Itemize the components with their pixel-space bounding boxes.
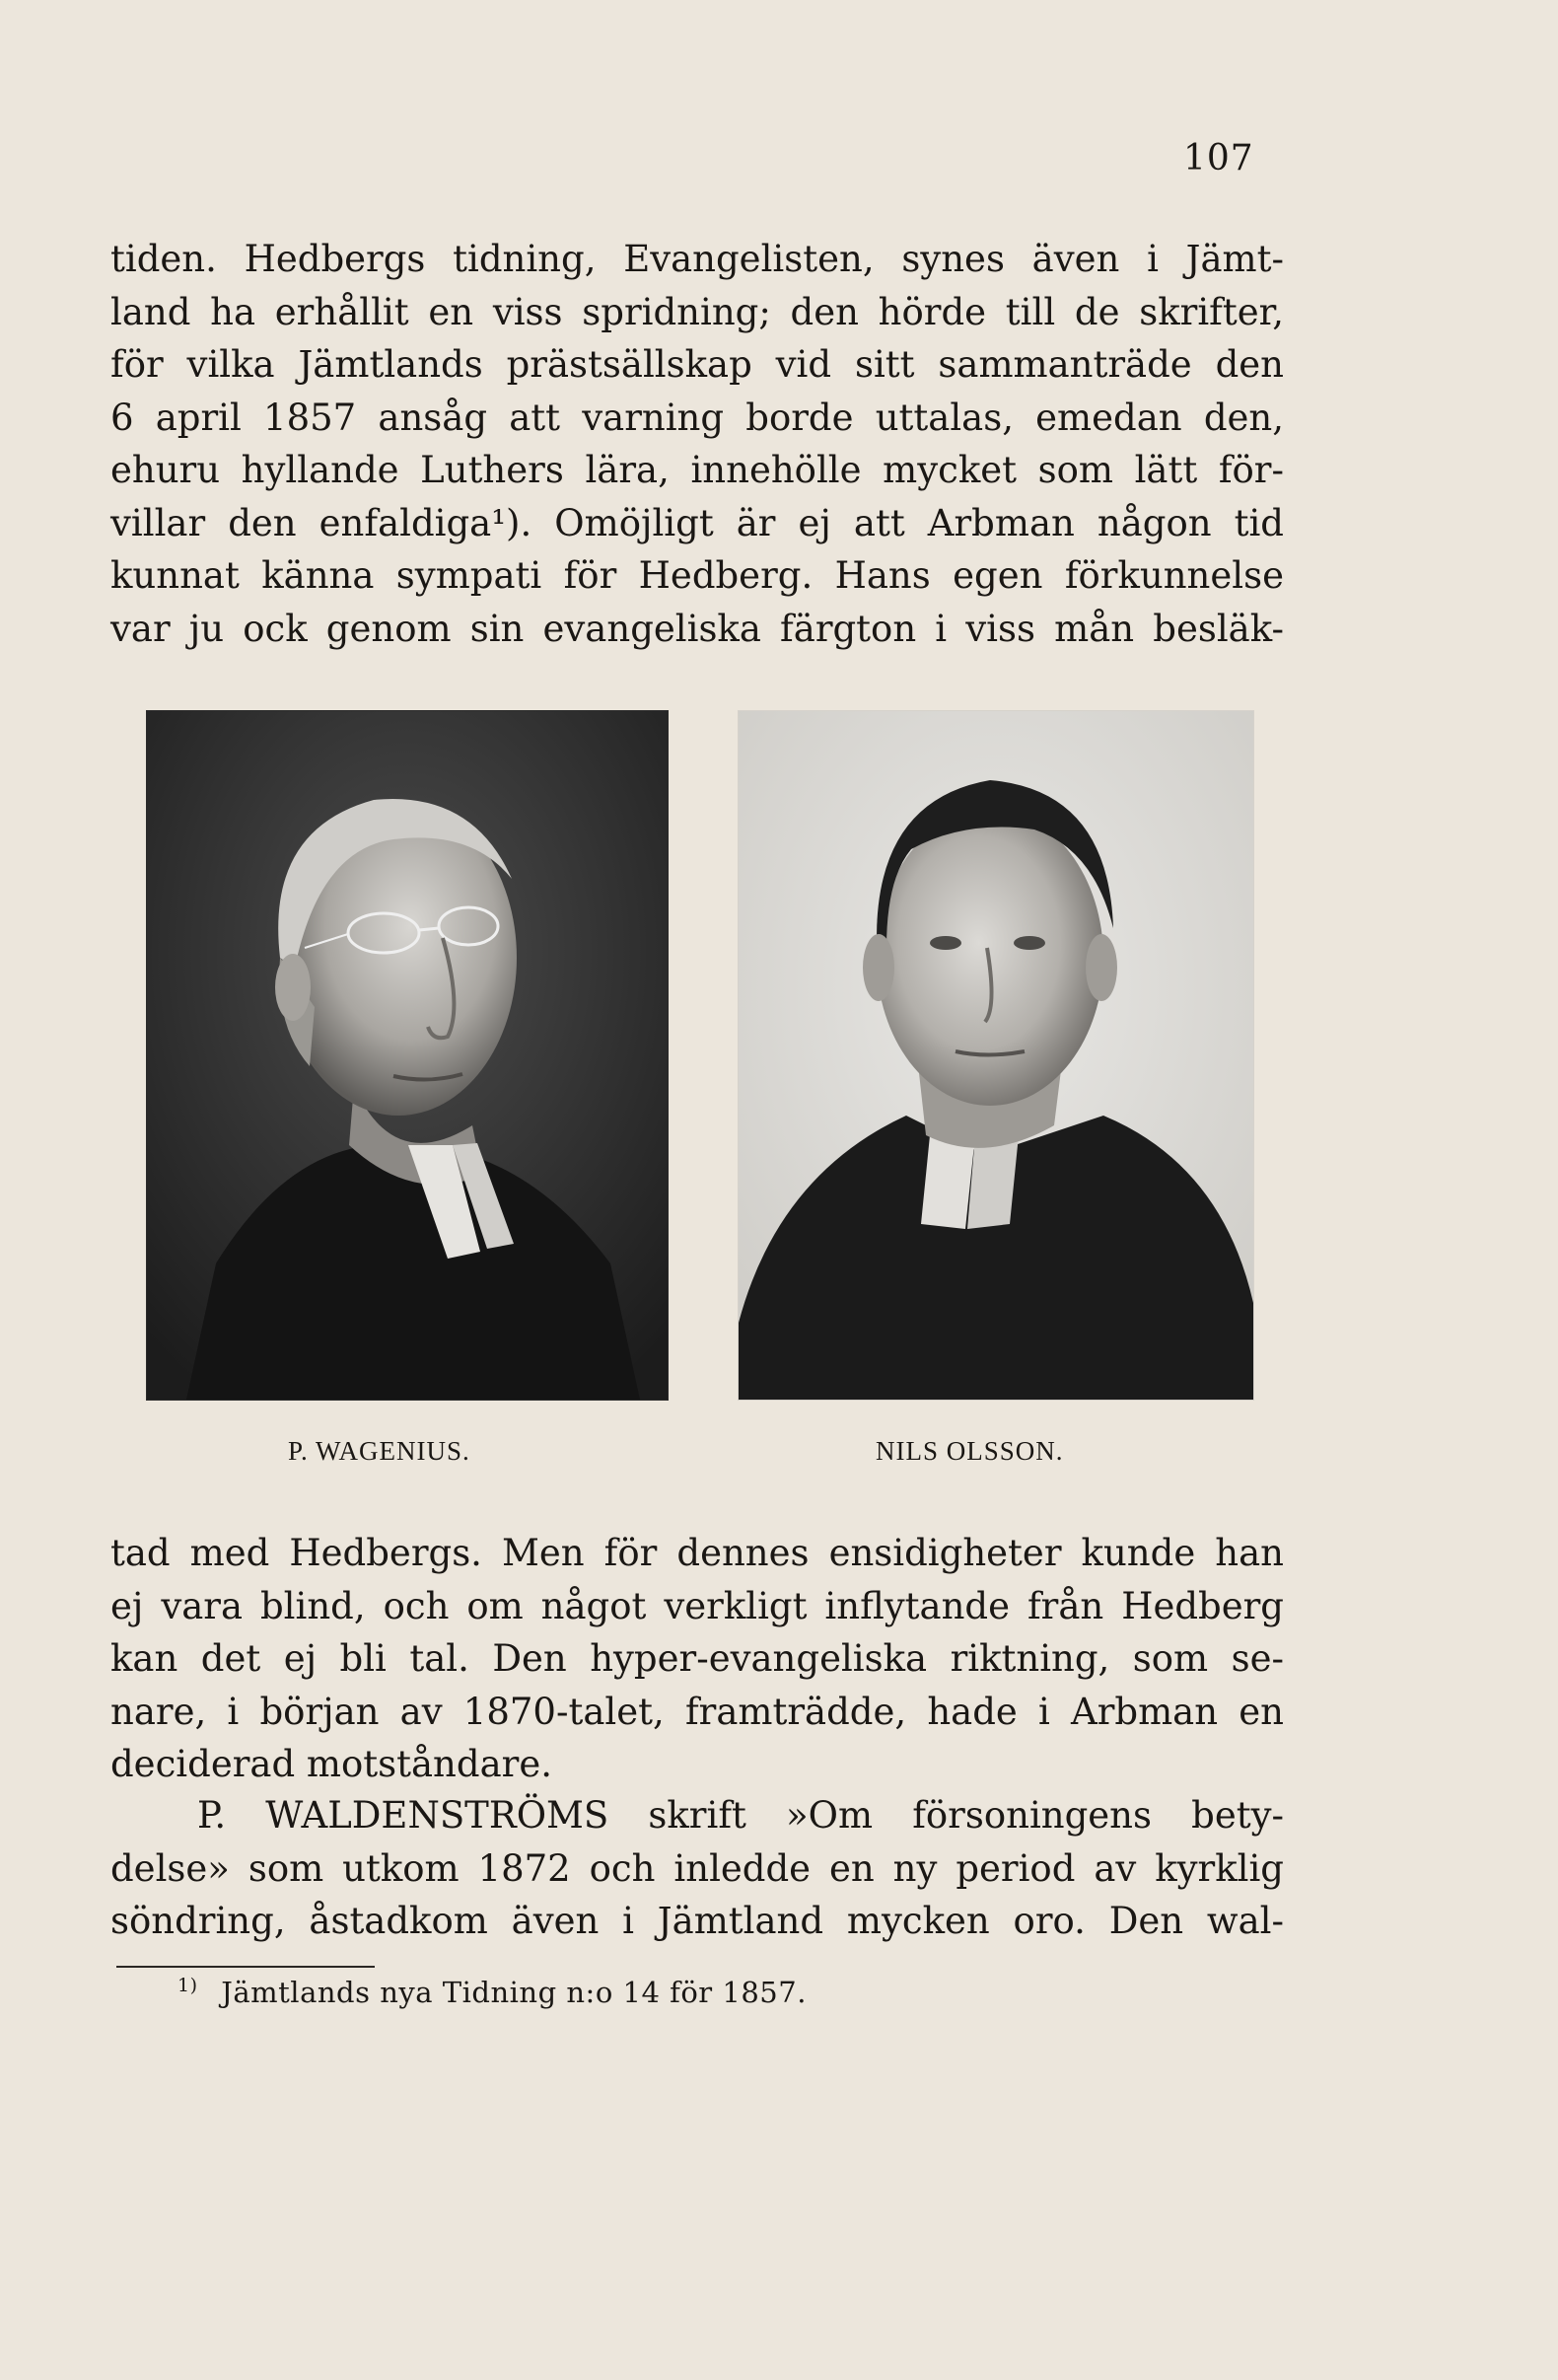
text-line: söndring, åstadkom även i Jämtland mycken oro. Den wal- xyxy=(110,1900,1284,1942)
text-line: nare, i början av 1870-talet, framträdde, hade i Arbman en xyxy=(110,1690,1284,1733)
text-line: P. WALDENSTRÖMS skrift »Om försoningens bety- xyxy=(197,1794,1284,1837)
text-line: var ju ock genom sin evangeliska färgton i viss mån besläk- xyxy=(110,607,1284,650)
text-line: ehuru hyllande Luthers lära, innehölle mycket som lätt för- xyxy=(110,449,1284,491)
portrait-image xyxy=(147,711,668,1400)
bottom-paragraph xyxy=(110,1789,1284,1948)
text-line: land ha erhållit en viss spridning; den hörde till de skrifter, xyxy=(110,290,1284,333)
middle-paragraph xyxy=(110,1527,1284,1791)
page-number: 107 xyxy=(1183,138,1254,179)
caption-right: NILS OLSSON. xyxy=(876,1436,1064,1466)
portrait-photo-wagenius xyxy=(146,710,669,1401)
portrait-photo-olsson xyxy=(738,710,1254,1401)
text-line: tad med Hedbergs. Men för dennes ensidigheter kunde han xyxy=(110,1532,1284,1574)
text-line: ej vara blind, och om något verkligt inflytande från Hedberg xyxy=(110,1584,1284,1627)
top-paragraph xyxy=(110,233,1284,655)
text-line: tiden. Hedbergs tidning, Evangelisten, synes även i Jämt- xyxy=(110,238,1284,280)
text-line: delse» som utkom 1872 och inledde en ny period av kyrklig xyxy=(110,1846,1284,1890)
text-line: 6 april 1857 ansåg att varning borde uttalas, emedan den, xyxy=(110,396,1284,439)
text-line: villar den enfaldiga¹). Omöjligt är ej att Arbman någon tid xyxy=(110,501,1284,544)
text-line: kunnat känna sympati för Hedberg. Hans egen förkunnelse xyxy=(110,554,1284,597)
text-line: deciderad motståndare. xyxy=(110,1743,552,1785)
caption-left: P. WAGENIUS. xyxy=(288,1436,470,1466)
footnote xyxy=(177,1975,807,2009)
footnote-marker: 1) xyxy=(177,1975,198,1996)
footnote-text: Jämtlands nya Tidning n:o 14 för 1857. xyxy=(221,1975,807,2009)
portrait-image xyxy=(739,711,1253,1400)
text-line: för vilka Jämtlands prästsällskap vid sitt sammanträde den xyxy=(110,343,1284,386)
text-line: kan det ej bli tal. Den hyper-evangeliska riktning, som se- xyxy=(110,1637,1284,1680)
footnote-divider xyxy=(116,1966,375,1968)
